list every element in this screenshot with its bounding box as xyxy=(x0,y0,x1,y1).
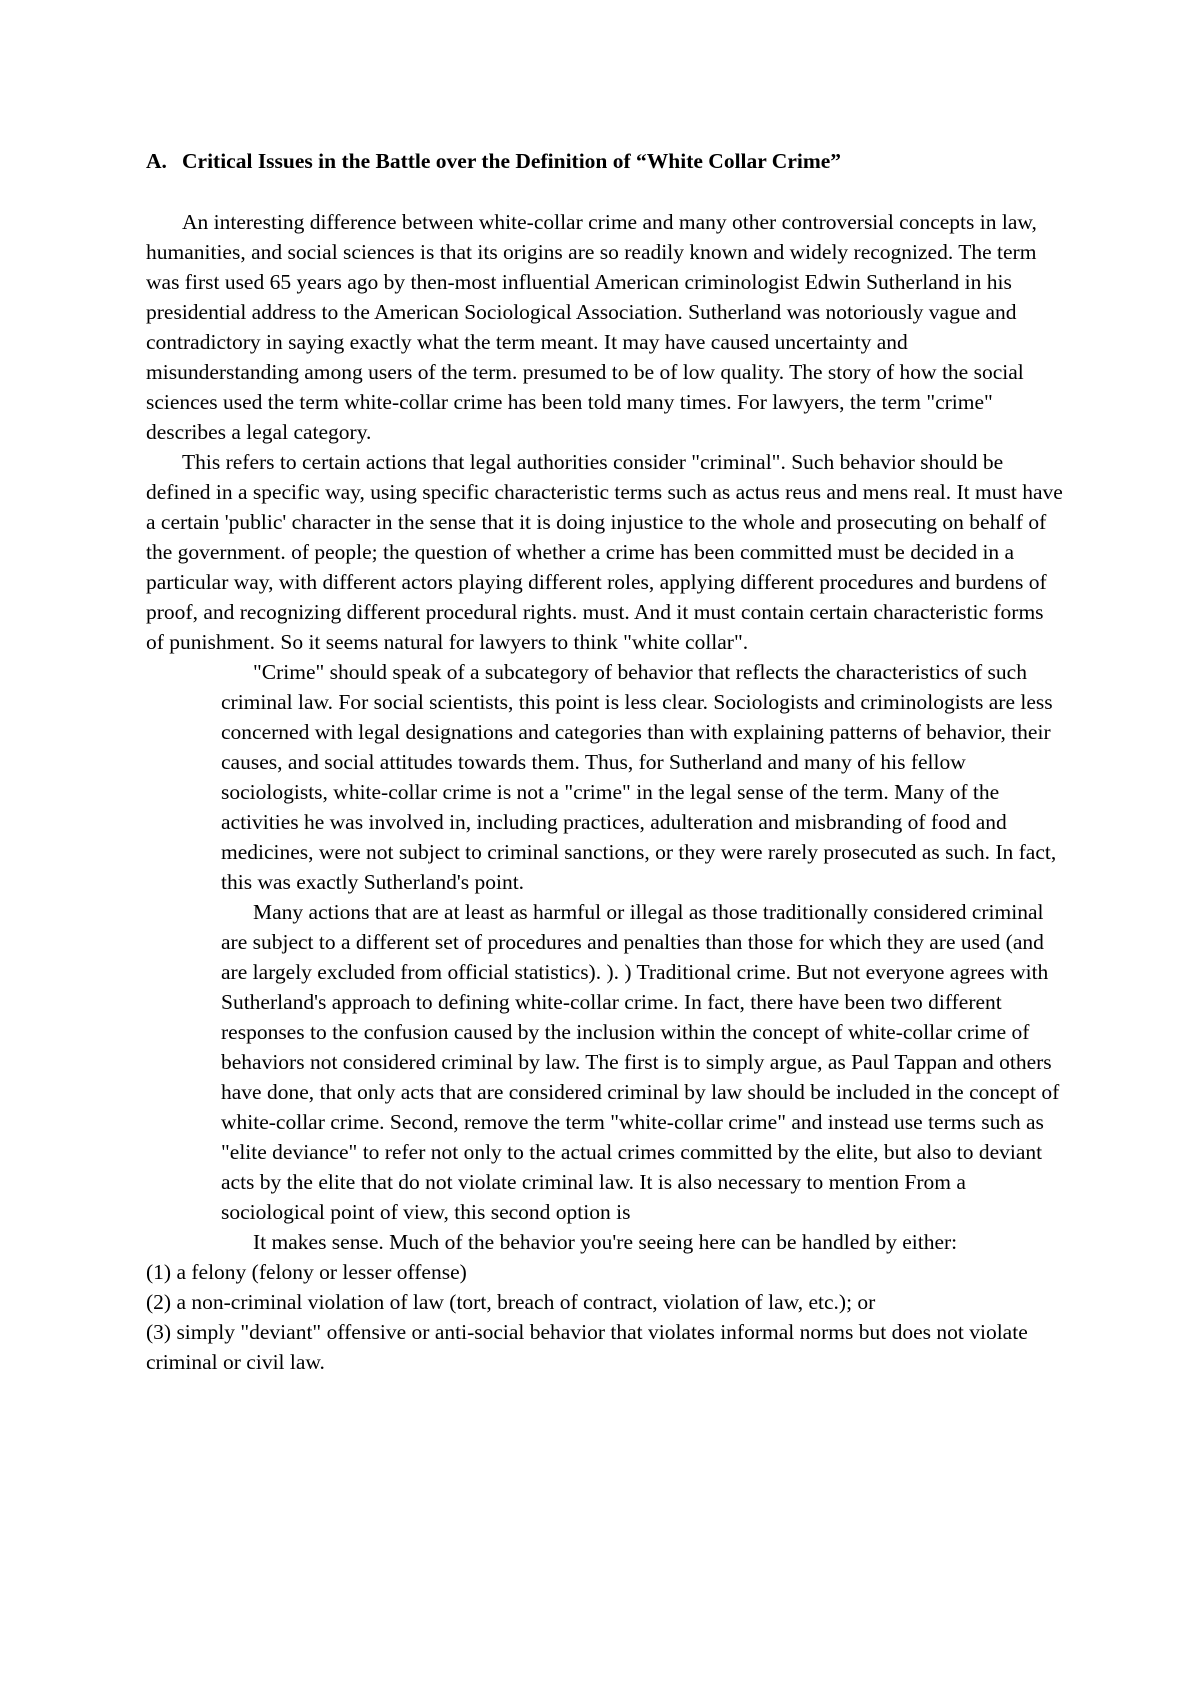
list-item-2: (2) a non-criminal violation of law (tort, breach of contract, violation of law, etc.); or xyxy=(146,1290,876,1314)
list-item-1: (1) a felony (felony or lesser offense) xyxy=(146,1260,467,1284)
list-item-3: (3) simply "deviant" offensive or anti-social behavior that violates informal norms but does not violate criminal or civil law. xyxy=(146,1320,1028,1374)
section-title: Critical Issues in the Battle over the Definition of “White Collar Crime” xyxy=(182,149,842,173)
paragraph-4: Many actions that are at least as harmful or illegal as those traditionally considered criminal are subject to a different set of procedures and penalties than those for which they are used (and are largely excluded from official statistics). ). ) Traditional crime. But not everyone agrees with Sutherland's approach to defining white-collar crime. In fact, there have been two different responses to the confusion caused by the inclusion within the concept of white-collar crime of behaviors not considered criminal by law. The first is to simply argue, as Paul Tappan and others have done, that only acts that are considered criminal by law should be included in the concept of white-collar crime. Second, remove the term "white-collar crime" and instead use terms such as "elite deviance" to refer not only to the actual crimes committed by the elite, but also to deviant acts by the elite that do not violate criminal law. It is also necessary to mention From a sociological point of view, this second option is xyxy=(221,900,1060,1224)
section-heading xyxy=(146,146,1106,176)
paragraph-5: It makes sense. Much of the behavior you're seeing here can be handled by either: xyxy=(253,1230,958,1254)
paragraph-1: An interesting difference between white-collar crime and many other controversial concepts in law, humanities, and social sciences is that its origins are so readily known and widely recognized. The term was first used 65 years ago by then-most influential American criminologist Edwin Sutherland in his presidential address to the American Sociological Association. Sutherland was notoriously vague and contradictory in saying exactly what the term meant. It may have caused uncertainty and misunderstanding among users of the term. presumed to be of low quality. The story of how the social sciences used the term white-collar crime has been told many times. For lawyers, the term "crime" describes a legal category. xyxy=(146,210,1037,444)
paragraph-2: This refers to certain actions that legal authorities consider "criminal". Such behavior should be defined in a specific way, using specific characteristic terms such as actus reus and mens real. It must have a certain 'public' character in the sense that it is doing injustice to the whole and prosecuting on behalf of the government. of people; the question of whether a crime has been committed must be decided in a particular way, with different actors playing different roles, applying different procedures and burdens of proof, and recognizing different procedural rights. must. And it must contain certain characteristic forms of punishment. So it seems natural for lawyers to think "white collar". xyxy=(146,450,1063,654)
section-letter: A. xyxy=(146,149,167,173)
paragraph-3: "Crime" should speak of a subcategory of behavior that reflects the characteristics of such criminal law. For social scientists, this point is less clear. Sociologists and criminologists are less concerned with legal designations and categories than with explaining patterns of behavior, their causes, and social attitudes towards them. Thus, for Sutherland and many of his fellow sociologists, white-collar crime is not a "crime" in the legal sense of the term. Many of the activities he was involved in, including practices, adulteration and misbranding of food and medicines, were not subject to criminal sanctions, or they were rarely prosecuted as such. In fact, this was exactly Sutherland's point. xyxy=(221,660,1057,894)
document-body xyxy=(146,207,1066,1377)
